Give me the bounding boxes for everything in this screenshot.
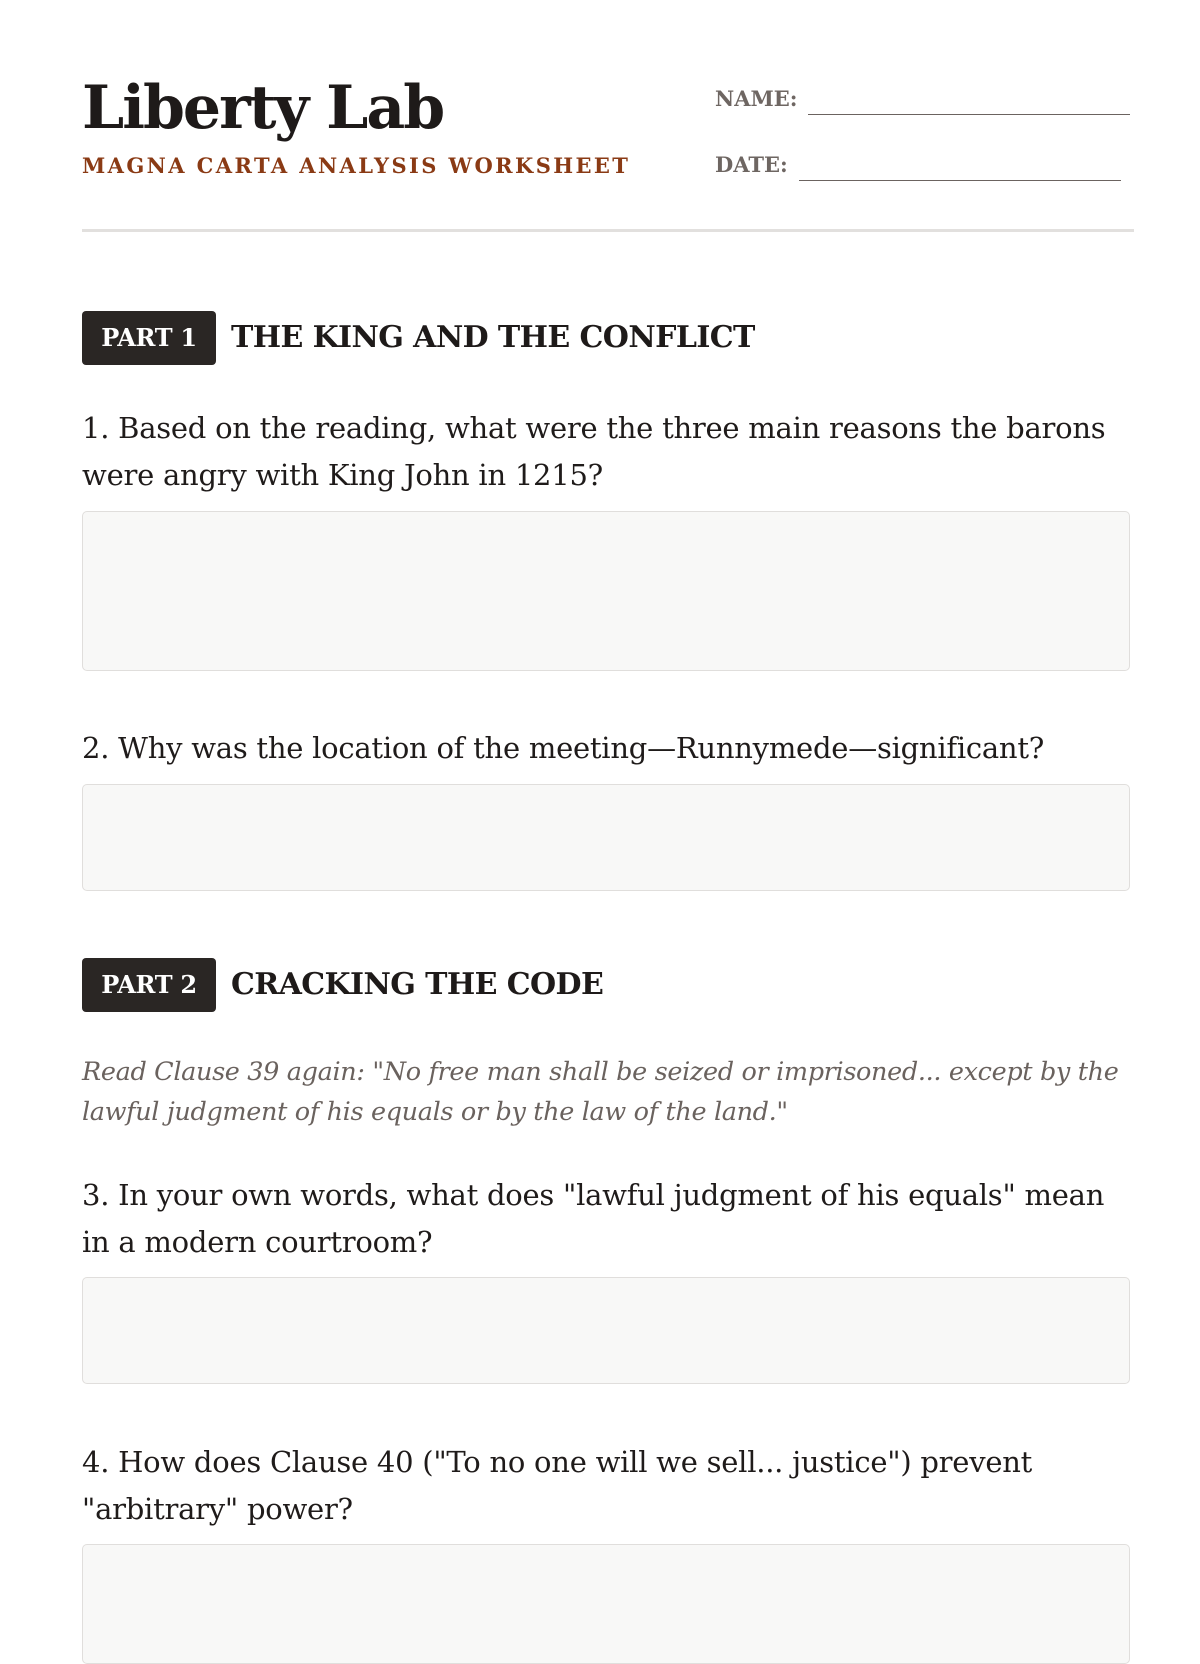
part-2-badge: PART 2 <box>82 958 216 1012</box>
question-2: 2. Why was the location of the meeting—Runnymede—significant? <box>82 731 1045 765</box>
question-3: 3. In your own words, what does "lawful judgment of his equals" mean in a modern courtroom? <box>82 1178 1105 1259</box>
name-input-line[interactable] <box>808 114 1130 115</box>
answer-box-3[interactable] <box>82 1277 1130 1384</box>
part-1-title: THE KING AND THE CONFLICT <box>231 320 755 355</box>
question-1: 1. Based on the reading, what were the three main reasons the barons were angry with King John in 1215? <box>82 411 1106 492</box>
worksheet-title: Liberty Lab <box>82 73 444 143</box>
worksheet-subtitle: MAGNA CARTA ANALYSIS WORKSHEET <box>82 153 631 178</box>
part-2-title: CRACKING THE CODE <box>231 967 604 1002</box>
header-divider <box>82 229 1134 232</box>
answer-box-1[interactable] <box>82 511 1130 671</box>
part-1-badge: PART 1 <box>82 311 216 365</box>
name-label: NAME: <box>715 86 798 111</box>
answer-box-4[interactable] <box>82 1544 1130 1664</box>
answer-box-2[interactable] <box>82 784 1130 891</box>
clause-39-instruction: Read Clause 39 again: "No free man shall be seized or imprisoned... except by the lawful judgment of his equals or by the law of the land." <box>82 1057 1119 1127</box>
date-label: DATE: <box>715 152 788 177</box>
date-input-line[interactable] <box>799 180 1121 181</box>
question-4: 4. How does Clause 40 ("To no one will we sell... justice") prevent "arbitrary" power? <box>82 1445 1033 1526</box>
